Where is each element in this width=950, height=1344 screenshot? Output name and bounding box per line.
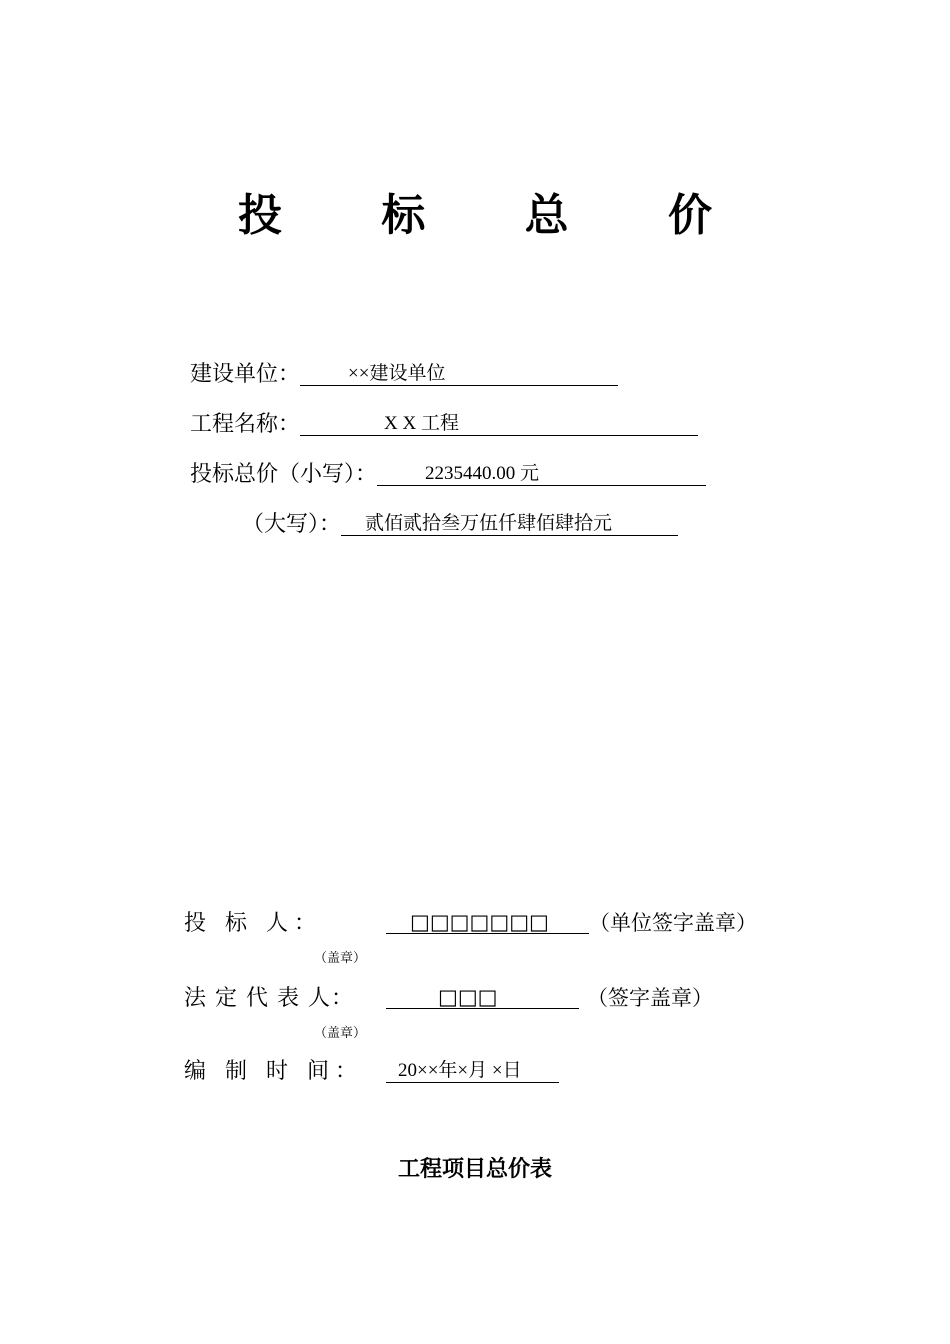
date-row <box>184 1057 559 1087</box>
document-title: 投 标 总 价 <box>238 190 754 241</box>
price-upper-value: 贰佰贰拾叁万伍仟肆佰肆拾元 <box>341 510 678 536</box>
price-lower-value: 2235440.00 元 <box>377 460 706 486</box>
table-title: 工程项目总价表 <box>397 1157 552 1182</box>
price-upper-row <box>242 510 678 540</box>
date-value: 20××年×月 ×日 <box>386 1057 559 1083</box>
owner-value: ××建设单位 <box>300 360 618 386</box>
legal-rep-label: 法 定 代 表 人： <box>184 986 354 1011</box>
project-value: X X 工程 <box>300 410 698 436</box>
price-upper-label: （大写）： <box>242 512 342 537</box>
project-label: 工程名称： <box>190 412 301 437</box>
owner-row <box>190 360 618 390</box>
owner-label: 建设单位： <box>190 362 301 387</box>
legal-rep-note: （签字盖章） <box>587 986 713 1010</box>
bidder-label: 投 标 人： <box>184 911 322 936</box>
bidder-note: （单位签字盖章） <box>589 911 757 935</box>
bidder-row <box>184 908 757 939</box>
legal-rep-signature-field: □□□ <box>386 983 579 1009</box>
price-lower-label: 投标总价（小写）： <box>190 462 378 487</box>
price-lower-row <box>190 460 706 490</box>
legal-rep-stamp-note: （盖章） <box>314 1026 367 1041</box>
date-label: 编 制 时 间： <box>184 1059 363 1084</box>
bidder-signature-field: □□□□□□□ <box>386 908 589 934</box>
legal-rep-row <box>184 983 713 1014</box>
project-row <box>190 410 698 440</box>
bidder-stamp-note: （盖章） <box>314 951 367 966</box>
